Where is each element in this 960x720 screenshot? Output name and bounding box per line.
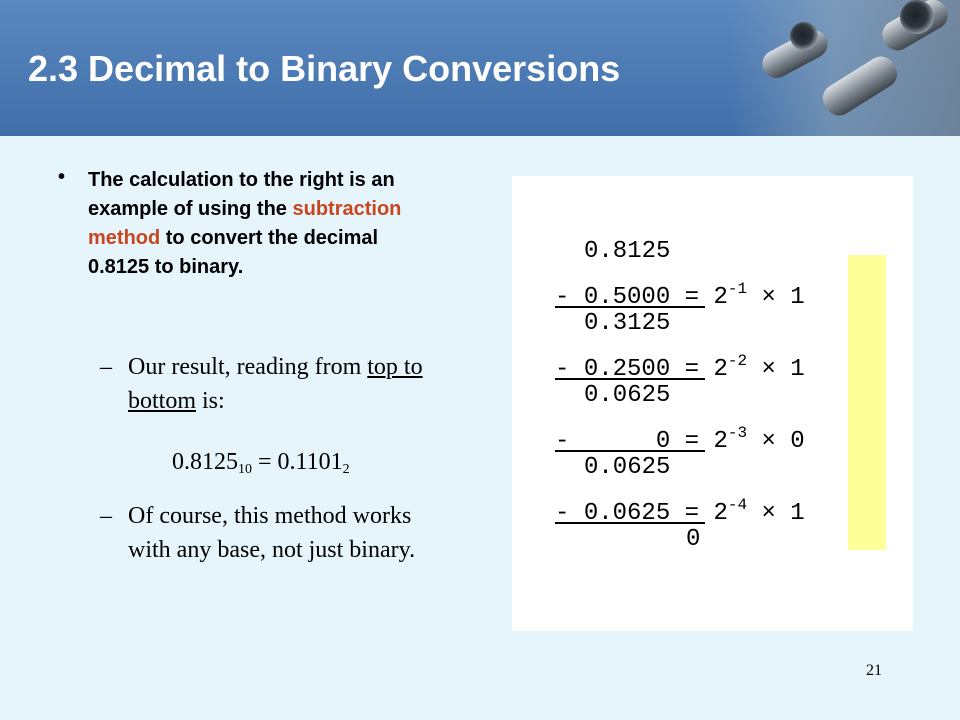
exponent: -1 bbox=[727, 280, 748, 298]
minus-sign: - bbox=[555, 500, 570, 527]
underlined-phrase: top to bottom bbox=[128, 354, 423, 414]
subtraction-rule bbox=[555, 522, 705, 524]
bullet-dot: • bbox=[58, 166, 66, 188]
times-sign: × bbox=[761, 500, 776, 527]
sub-bullet-dash: – bbox=[100, 503, 112, 529]
subtraction-rule bbox=[555, 306, 705, 308]
slide-body bbox=[0, 136, 960, 720]
sub-bullet-text: Of course, this method works with any base, not just binary. bbox=[128, 503, 416, 563]
binary-bit: 0 bbox=[790, 428, 805, 455]
minus-sign: - bbox=[555, 284, 570, 311]
result-equals: = bbox=[258, 449, 272, 475]
sub-bullet-text-before: Our result, reading from bbox=[128, 354, 368, 380]
pipe-shape bbox=[818, 51, 903, 121]
bullet-text-after: to convert the decimal 0.8125 to binary. bbox=[88, 227, 379, 278]
sub-bullet-text bbox=[128, 350, 445, 418]
equals-power: = 2 bbox=[684, 356, 728, 383]
slide-header bbox=[0, 0, 960, 136]
binary-bit: 1 bbox=[790, 356, 805, 383]
minus-sign: - bbox=[555, 428, 570, 455]
binary-bit: 1 bbox=[790, 500, 805, 527]
calc-value: 0.0625 bbox=[584, 454, 671, 481]
subtrahend: 0.0625 bbox=[583, 500, 671, 527]
exponent: -2 bbox=[727, 352, 748, 370]
sub-bullet-result bbox=[100, 350, 445, 418]
exponent: -3 bbox=[727, 424, 748, 442]
result-rhs: 0.1101 bbox=[277, 449, 343, 475]
exponent: -4 bbox=[727, 496, 748, 514]
highlight-subtraction-method: subtraction method bbox=[88, 198, 402, 249]
calc-value: 0.0625 bbox=[584, 382, 671, 409]
calc-value: 0 bbox=[686, 526, 701, 553]
sub-bullet-text-after: is: bbox=[196, 388, 225, 414]
result-lhs: 0.8125 bbox=[172, 449, 238, 475]
subtrahend: 0.5000 bbox=[583, 284, 671, 311]
minus-sign: - bbox=[555, 356, 570, 383]
subtraction-rule bbox=[555, 378, 705, 380]
result-equation bbox=[172, 449, 350, 478]
bullet-text bbox=[88, 166, 438, 282]
equals-power: = 2 bbox=[684, 284, 728, 311]
bullet-text-before: The calculation to the right is an example of using the bbox=[88, 169, 395, 220]
equals-power: = 2 bbox=[684, 428, 728, 455]
calc-value: 0.8125 bbox=[584, 238, 671, 265]
pipe-end-shape bbox=[900, 0, 934, 34]
sub-bullet-dash: – bbox=[100, 354, 112, 380]
equals-power: = 2 bbox=[684, 500, 728, 527]
subtrahend: 0 bbox=[655, 428, 671, 455]
times-sign: × bbox=[761, 356, 776, 383]
sub-bullet-any-base bbox=[100, 499, 445, 567]
result-rhs-base: 2 bbox=[342, 462, 350, 477]
subtrahend: 0.2500 bbox=[583, 356, 671, 383]
times-sign: × bbox=[761, 284, 776, 311]
calc-value: 0.3125 bbox=[584, 310, 671, 337]
slide-title: 2.3 Decimal to Binary Conversions bbox=[28, 48, 621, 89]
times-sign: × bbox=[761, 428, 776, 455]
main-bullet bbox=[58, 166, 438, 282]
header-pipes-photo bbox=[730, 0, 960, 136]
page-number: 21 bbox=[866, 662, 882, 679]
pipe-end-shape bbox=[790, 22, 818, 50]
subtraction-rule bbox=[555, 450, 705, 452]
binary-bit: 1 bbox=[790, 284, 805, 311]
bits-highlight-column bbox=[848, 255, 886, 550]
result-lhs-base: 10 bbox=[238, 462, 252, 477]
calculation-panel bbox=[512, 176, 913, 631]
